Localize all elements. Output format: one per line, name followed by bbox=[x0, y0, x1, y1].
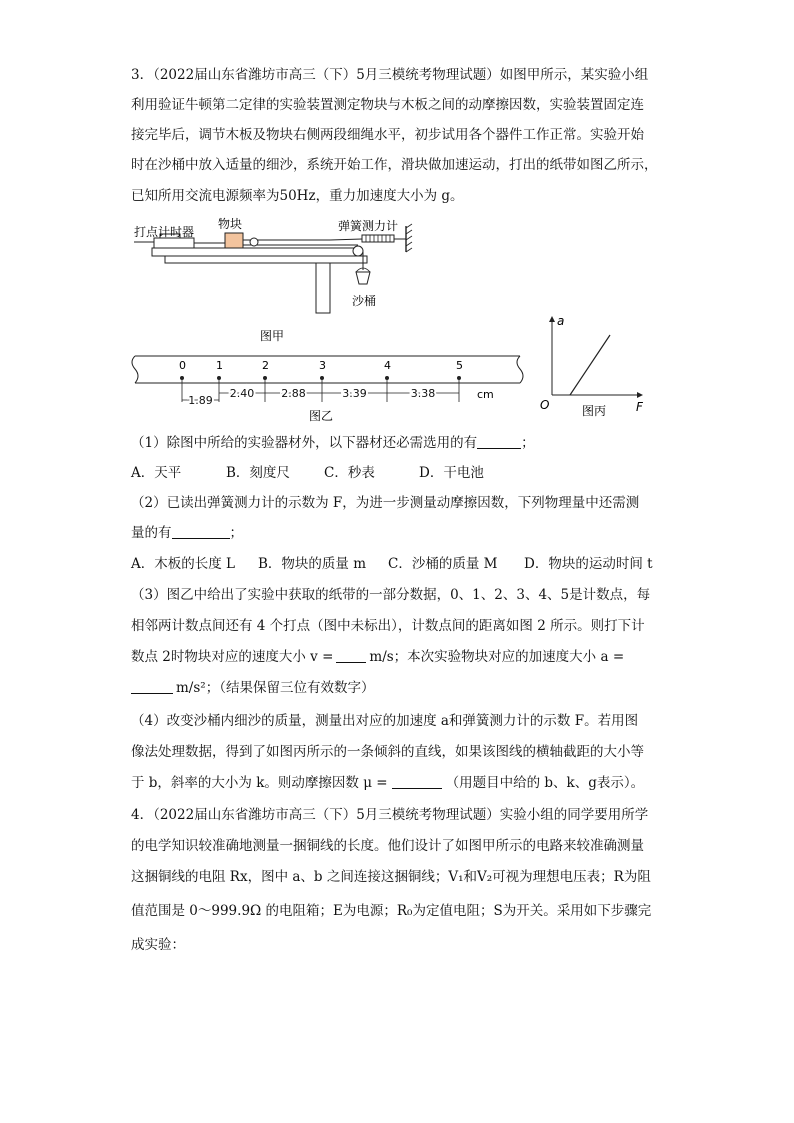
q3-s3-text-c: m/s²；（结果保留三位有效数字） bbox=[176, 680, 375, 696]
tape-point-label-5: 5 bbox=[456, 359, 463, 372]
graph-line bbox=[570, 335, 610, 395]
block bbox=[225, 233, 243, 248]
tape-point-label-2: 2 bbox=[262, 359, 269, 372]
q4-line-4: 值范围是 0～999.9Ω 的电阻箱；E为电源；R₀为定值电阻；S为开关。采用如下步骤完 bbox=[131, 903, 652, 919]
q3-s2-line-1: （2）已读出弹簧测力计的示数为 F，为进一步测量动摩擦因数，下列物理量中还需测 bbox=[131, 495, 640, 511]
tape-distance-3: 3.39 bbox=[342, 387, 367, 400]
option-a: A．木板的长度 L bbox=[131, 556, 236, 572]
tape-distance-2: 2.88 bbox=[281, 387, 306, 400]
label-block: 物块 bbox=[218, 217, 243, 231]
q3-s1-end: ； bbox=[521, 435, 535, 451]
option-b: B．刻度尺 bbox=[226, 465, 290, 481]
y-axis-label: a bbox=[557, 314, 565, 328]
tape-distance-1: 2.40 bbox=[229, 387, 255, 400]
q3-intro-line-2: 利用验证牛顿第二定律的实验装置测定物块与木板之间的动摩擦因数，实验装置固定连 bbox=[131, 97, 644, 113]
tape-point-3 bbox=[320, 376, 324, 380]
q3-s4-text-a: 于 b，斜率的大小为 k。则动摩擦因数 μ = bbox=[131, 775, 388, 791]
option-d: D．物块的运动时间 t bbox=[524, 556, 653, 572]
tape-distance-4: 3.38 bbox=[410, 387, 436, 400]
q3-s3-line-3 bbox=[131, 648, 624, 666]
tape-point-label-0: 0 bbox=[179, 359, 186, 372]
tape-point-5 bbox=[457, 376, 461, 380]
sand-bucket bbox=[356, 272, 370, 284]
tape-point-label-3: 3 bbox=[319, 359, 326, 372]
tape-point-0 bbox=[180, 376, 184, 380]
answer-blank-mu[interactable] bbox=[392, 776, 442, 789]
q3-s2-text: 量的有 bbox=[131, 525, 172, 541]
q3-s4-line-1: （4）改变沙桶内细沙的质量，测量出对应的加速度 a和弹簧测力计的示数 F。若用图 bbox=[131, 713, 639, 729]
label-bucket: 沙桶 bbox=[352, 294, 377, 308]
figure-yi-tape bbox=[125, 352, 530, 424]
q3-s4-text-b: （用题目中给的 b、k、g表示）。 bbox=[445, 775, 645, 791]
caption-jia: 图甲 bbox=[260, 329, 285, 343]
q3-s3-text-a: 数点 2时物块对应的速度大小 v = bbox=[131, 649, 334, 665]
origin-label: O bbox=[540, 398, 550, 412]
q3-s3-line-2: 相邻两计数点间还有 4 个打点（图中未标出），计数点间的距离如图 2 所示。则打下计 bbox=[131, 618, 645, 634]
caption-yi: 图乙 bbox=[309, 409, 334, 423]
q3-intro-line-5: 已知所用交流电源频率为50Hz，重力加速度大小为 g。 bbox=[131, 188, 464, 204]
q4-line-2: 的电学知识较准确地测量一捆铜线的长度。他们设计了如图甲所示的电路来较准确测量 bbox=[131, 838, 644, 854]
figure-bing-graph bbox=[536, 313, 654, 421]
figure-jia-apparatus bbox=[130, 212, 420, 347]
pulley-right bbox=[353, 246, 363, 256]
answer-blank-velocity[interactable] bbox=[336, 650, 366, 663]
tape-point-1 bbox=[217, 376, 221, 380]
q3-s3-text-b: m/s；本次实验物块对应的加速度大小 a = bbox=[369, 649, 625, 665]
table-top bbox=[165, 256, 367, 263]
answer-blank-s1[interactable] bbox=[477, 436, 521, 449]
tape-point-4 bbox=[385, 376, 389, 380]
caption-bing: 图丙 bbox=[582, 404, 607, 418]
x-axis-label: F bbox=[636, 400, 643, 414]
q3-intro-line-1: 3．（2022届山东省潍坊市高三（下）5月三模统考物理试题）如图甲所示，某实验小组 bbox=[131, 67, 649, 83]
q3-s4-line-3 bbox=[131, 774, 644, 792]
tape-point-label-1: 1 bbox=[216, 359, 223, 372]
wooden-board bbox=[152, 248, 360, 256]
tape-unit: cm bbox=[477, 388, 494, 401]
tape-distance-0: 1.89 bbox=[188, 394, 213, 407]
tape-point-label-4: 4 bbox=[384, 359, 391, 372]
q3-s3-line-1: （3）图乙中给出了实验中获取的纸带的一部分数据，0、1、2、3、4、5是计数点，每 bbox=[131, 587, 651, 603]
q3-s3-line-4 bbox=[131, 679, 374, 697]
label-timer: 打点计时器 bbox=[134, 225, 195, 239]
option-b: B．物块的质量 m bbox=[258, 556, 367, 572]
q3-s4-line-2: 像法处理数据，得到了如图丙所示的一条倾斜的直线，如果该图线的横轴截距的大小等 bbox=[131, 744, 644, 760]
timer-box bbox=[154, 238, 194, 248]
answer-blank-s2[interactable] bbox=[172, 526, 230, 539]
label-spring-scale: 弹簧测力计 bbox=[338, 219, 399, 233]
q3-intro-line-4: 时在沙桶中放入适量的细沙，系统开始工作，滑块做加速运动，打出的纸带如图乙所示， bbox=[131, 157, 658, 173]
q3-s2-line-2 bbox=[131, 524, 243, 542]
answer-blank-acceleration[interactable] bbox=[131, 681, 173, 694]
pulley-left bbox=[250, 238, 258, 246]
q3-s1-text: （1）除图中所给的实验器材外，以下器材还必需选用的有 bbox=[131, 435, 478, 451]
q4-line-5: 成实验： bbox=[131, 937, 185, 953]
q4-line-3: 这捆铜线的电阻 Rx，图中 a、b 之间连接这捆铜线；V₁和V₂可视为理想电压表；R为阻 bbox=[131, 869, 651, 885]
option-a: A．天平 bbox=[131, 465, 182, 481]
option-d: D．干电池 bbox=[419, 465, 484, 481]
option-c: C．秒表 bbox=[324, 465, 375, 481]
table-leg bbox=[316, 263, 330, 313]
q3-s1 bbox=[131, 434, 535, 452]
q3-intro-line-3: 接完毕后，调节木板及物块右侧两段细绳水平，初步试用各个器件工作正常。实验开始 bbox=[131, 127, 644, 143]
tape-point-2 bbox=[263, 376, 267, 380]
q3-s2-options bbox=[131, 555, 653, 573]
q3-s1-options bbox=[131, 464, 484, 482]
q4-line-1: 4．（2022届山东省潍坊市高三（下）5月三模统考物理试题）实验小组的同学要用所学 bbox=[131, 807, 649, 823]
option-c: C．沙桶的质量 M bbox=[388, 556, 498, 572]
q3-s2-end: ； bbox=[229, 525, 243, 541]
